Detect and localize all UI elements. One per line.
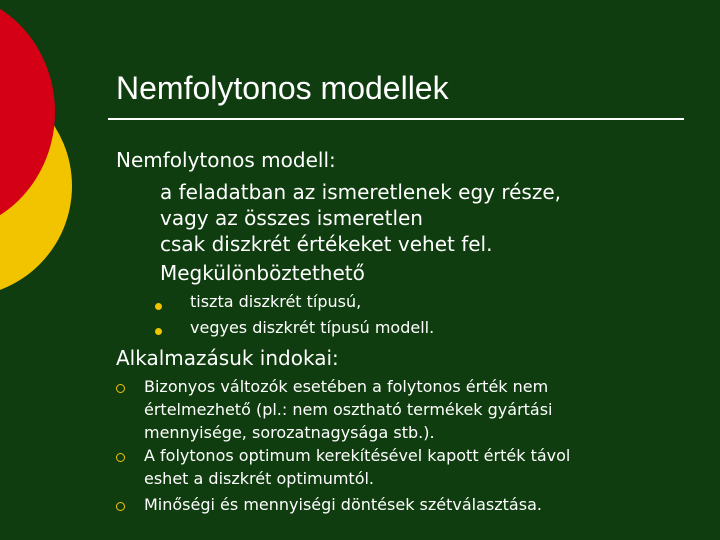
reason-line: A folytonos optimum kerekítésével kapott érték távol	[144, 446, 571, 465]
slide-title: Nemfolytonos modellek	[116, 70, 449, 106]
reason-line: Minőségi és mennyiségi döntések szétválasztása.	[144, 495, 542, 514]
definition-line: Megkülönböztethető	[160, 261, 365, 285]
type-item: vegyes diszkrét típusú modell.	[190, 318, 435, 337]
definition-line: vagy az összes ismeretlen	[160, 206, 423, 230]
bullet-ring-icon	[116, 453, 125, 462]
reason-line: mennyisége, sorozatnagysága stb.).	[144, 423, 435, 442]
bullet-ring-icon	[116, 502, 125, 511]
reasons-heading: Alkalmazásuk indokai:	[116, 346, 339, 370]
definition-heading: Nemfolytonos modell:	[116, 148, 336, 172]
bullet-ring-icon	[116, 384, 125, 393]
title-underline	[108, 118, 684, 120]
reason-line: eshet a diszkrét optimumtól.	[144, 469, 375, 488]
reason-line: értelmezhető (pl.: nem osztható termékek gyártási	[144, 400, 553, 419]
definition-line: csak diszkrét értékeket vehet fel.	[160, 232, 493, 256]
reason-line: Bizonyos változók esetében a folytonos érték nem	[144, 377, 549, 396]
bullet-dot-icon	[155, 303, 162, 310]
bullet-dot-icon	[155, 328, 162, 335]
definition-line: a feladatban az ismeretlenek egy része,	[160, 180, 561, 204]
type-item: tiszta diszkrét típusú,	[190, 292, 362, 311]
